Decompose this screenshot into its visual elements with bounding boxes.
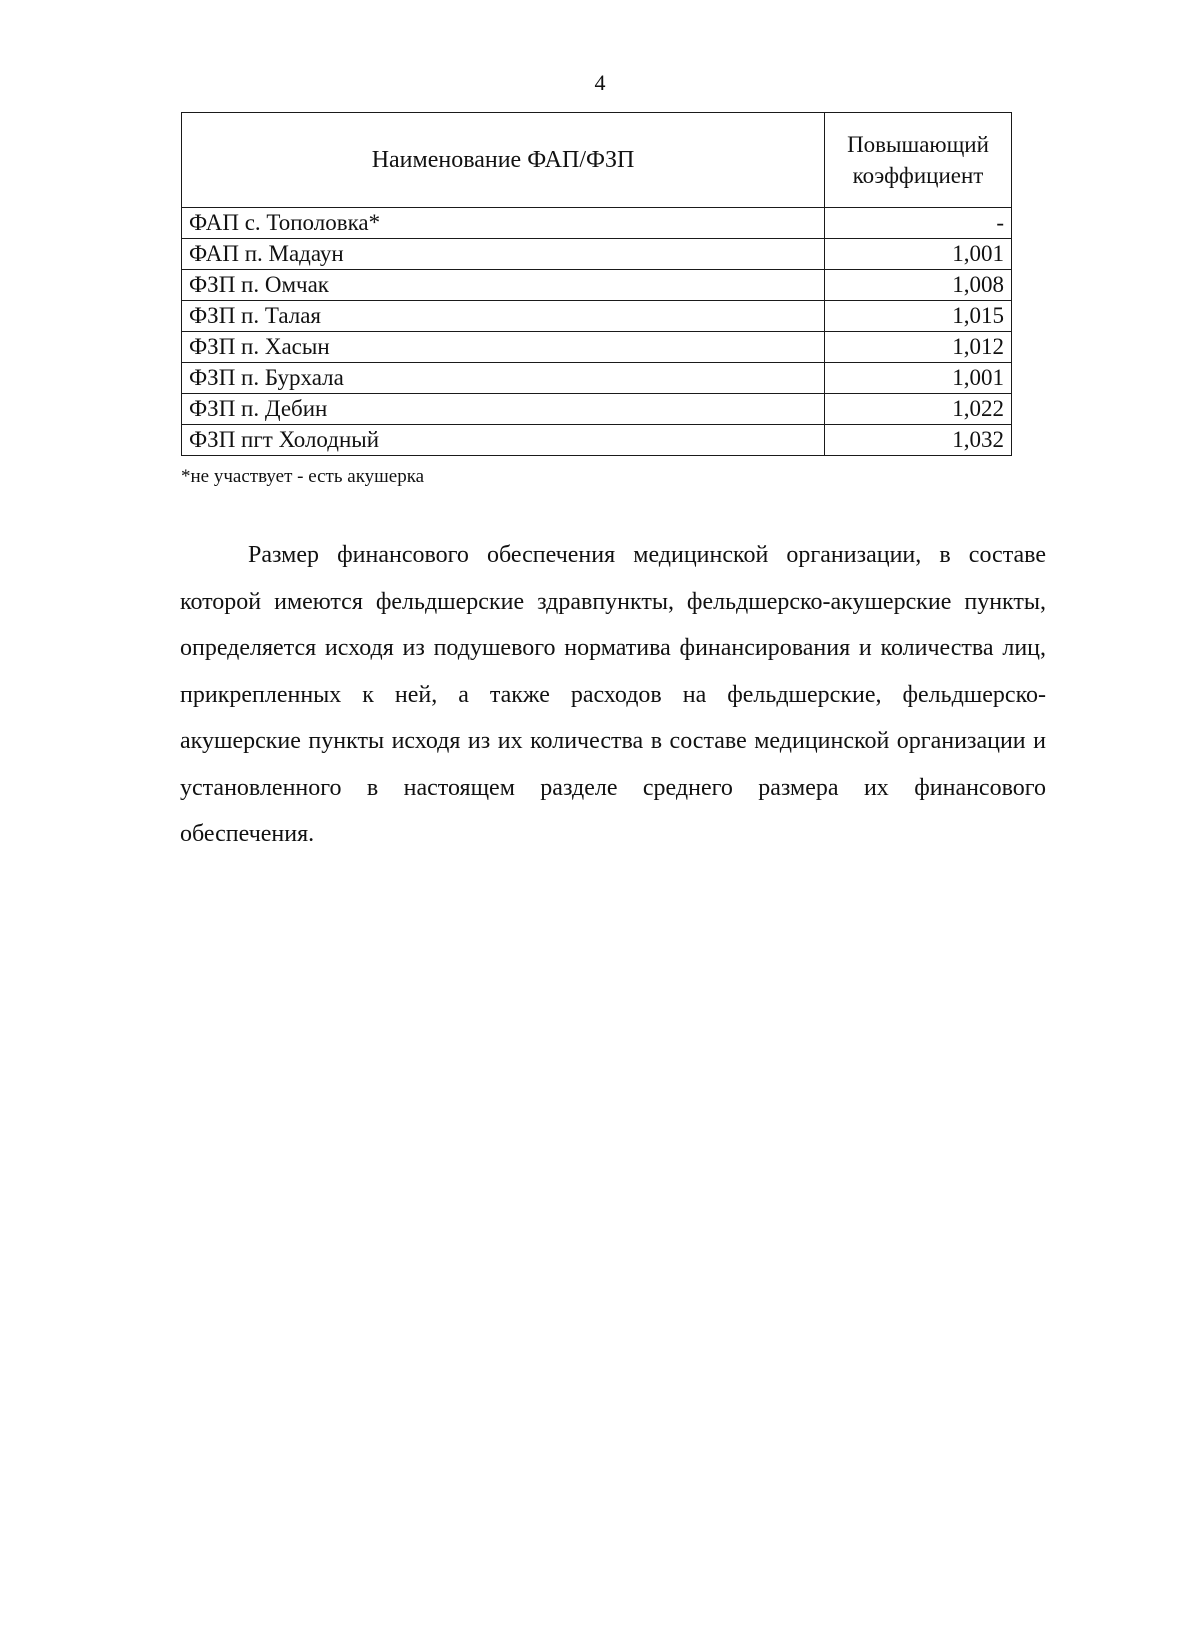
table-row bbox=[182, 270, 1012, 301]
coefficient-cell: 1,012 bbox=[825, 332, 1012, 363]
header-coefficient: Повышающий коэффициент bbox=[825, 113, 1012, 208]
table-row bbox=[182, 394, 1012, 425]
table-row bbox=[182, 363, 1012, 394]
facility-name-cell: ФАП с. Тополовка* bbox=[182, 208, 825, 239]
table-row bbox=[182, 239, 1012, 270]
coefficient-cell: 1,008 bbox=[825, 270, 1012, 301]
coefficient-cell: 1,032 bbox=[825, 425, 1012, 456]
facility-name-cell: ФЗП пгт Холодный bbox=[182, 425, 825, 456]
table-row bbox=[182, 332, 1012, 363]
facility-name-cell: ФЗП п. Омчак bbox=[182, 270, 825, 301]
coefficient-table bbox=[181, 112, 1012, 456]
table-row bbox=[182, 301, 1012, 332]
coefficient-cell: - bbox=[825, 208, 1012, 239]
coefficient-cell: 1,015 bbox=[825, 301, 1012, 332]
facility-name-cell: ФАП п. Мадаун bbox=[182, 239, 825, 270]
body-paragraph: Размер финансового обеспечения медицинской организации, в составе которой имеются фельдшерские здравпункты, фельдшерско-акушерские пункты, определяется исходя из подушевого норматива финансирования и количества лиц, прикрепленных к ней, а также расходов на фельдшерские, фельдшерско-акушерские пункты исходя из их количества в составе медицинской организации и установленного в настоящем разделе среднего размера их финансового обеспечения. bbox=[180, 542, 1046, 847]
table-row bbox=[182, 425, 1012, 456]
facility-name-cell: ФЗП п. Талая bbox=[182, 301, 825, 332]
page-number: 4 bbox=[594, 70, 606, 95]
coefficient-cell: 1,001 bbox=[825, 363, 1012, 394]
table-row bbox=[182, 208, 1012, 239]
facility-name-cell: ФЗП п. Хасын bbox=[182, 332, 825, 363]
facility-name-cell: ФЗП п. Бурхала bbox=[182, 363, 825, 394]
coefficient-cell: 1,022 bbox=[825, 394, 1012, 425]
coefficient-cell: 1,001 bbox=[825, 239, 1012, 270]
header-facility-name: Наименование ФАП/ФЗП bbox=[182, 113, 825, 208]
table-header-row bbox=[182, 113, 1012, 208]
facility-name-cell: ФЗП п. Дебин bbox=[182, 394, 825, 425]
table-footnote: *не участвует - есть акушерка bbox=[181, 466, 425, 487]
